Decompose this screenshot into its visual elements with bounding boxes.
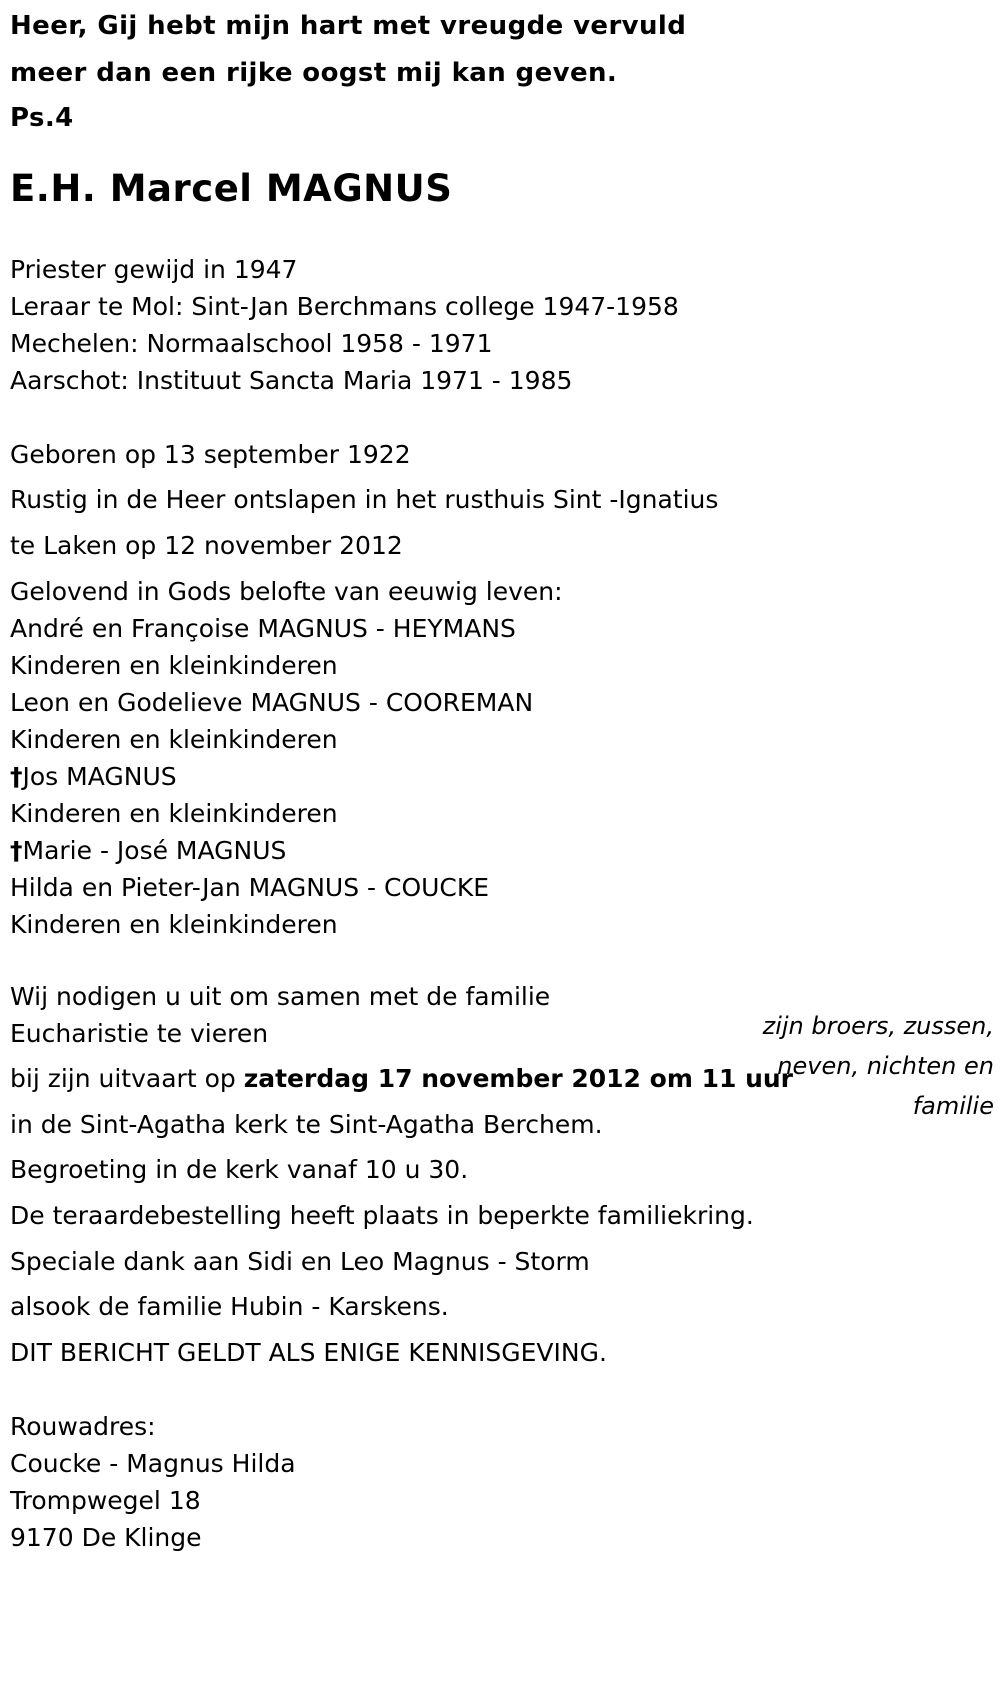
family-member: †Jos MAGNUS [10,762,177,791]
address-name: Coucke - Magnus Hilda [10,1449,296,1478]
cross-icon: † [10,762,23,791]
verse-line-2: meer dan een rijke oogst mij kan geven. [10,58,618,88]
family-member: Kinderen en kleinkinderen [10,799,338,828]
verse-reference: Ps.4 [10,103,74,133]
birth-date: Geboren op 13 september 1922 [10,440,411,469]
cross-icon: † [10,836,23,865]
relation-line-1: zijn broers, zussen, [762,1012,994,1040]
address-label: Rouwadres: [10,1412,156,1441]
relation-line-2: neven, nichten en [777,1052,994,1080]
death-line-1: Rustig in de Heer ontslapen in het rusthuis Sint -Ignatius [10,485,719,514]
family-intro: Gelovend in Gods belofte van eeuwig leven: [10,577,563,606]
address-city: 9170 De Klinge [10,1523,202,1552]
invitation-line-1: Wij nodigen u uit om samen met de familie [10,982,551,1011]
thanks-line-2: alsook de familie Hubin - Karskens. [10,1292,449,1321]
career-line: Priester gewijd in 1947 [10,255,298,284]
career-line: Mechelen: Normaalschool 1958 - 1971 [10,329,493,358]
notice-line: DIT BERICHT GELDT ALS ENIGE KENNISGEVING. [10,1338,607,1367]
family-member: Kinderen en kleinkinderen [10,910,338,939]
career-line: Aarschot: Instituut Sancta Maria 1971 - 1985 [10,366,573,395]
family-member: Hilda en Pieter-Jan MAGNUS - COUCKE [10,873,490,902]
family-member: Kinderen en kleinkinderen [10,651,338,680]
verse-line-1: Heer, Gij hebt mijn hart met vreugde vervuld [10,11,687,41]
deceased-name: E.H. Marcel MAGNUS [10,167,453,210]
family-member: André en Françoise MAGNUS - HEYMANS [10,614,516,643]
family-member: Kinderen en kleinkinderen [10,725,338,754]
church-line: in de Sint-Agatha kerk te Sint-Agatha Berchem. [10,1110,603,1139]
greeting-line: Begroeting in de kerk vanaf 10 u 30. [10,1155,469,1184]
burial-line: De teraardebestelling heeft plaats in beperkte familiekring. [10,1201,754,1230]
funeral-date-line: bij zijn uitvaart op zaterdag 17 november 2012 om 11 uur [10,1064,793,1093]
relation-line-3: familie [912,1092,994,1120]
death-line-2: te Laken op 12 november 2012 [10,531,403,560]
career-line: Leraar te Mol: Sint-Jan Berchmans college 1947-1958 [10,292,679,321]
family-member: Leon en Godelieve MAGNUS - COOREMAN [10,688,534,717]
invitation-line-2: Eucharistie te vieren [10,1019,269,1048]
family-member: †Marie - José MAGNUS [10,836,287,865]
address-street: Trompwegel 18 [10,1486,201,1515]
funeral-date: zaterdag 17 november 2012 om 11 uur [243,1064,793,1093]
thanks-line-1: Speciale dank aan Sidi en Leo Magnus - Storm [10,1247,590,1276]
